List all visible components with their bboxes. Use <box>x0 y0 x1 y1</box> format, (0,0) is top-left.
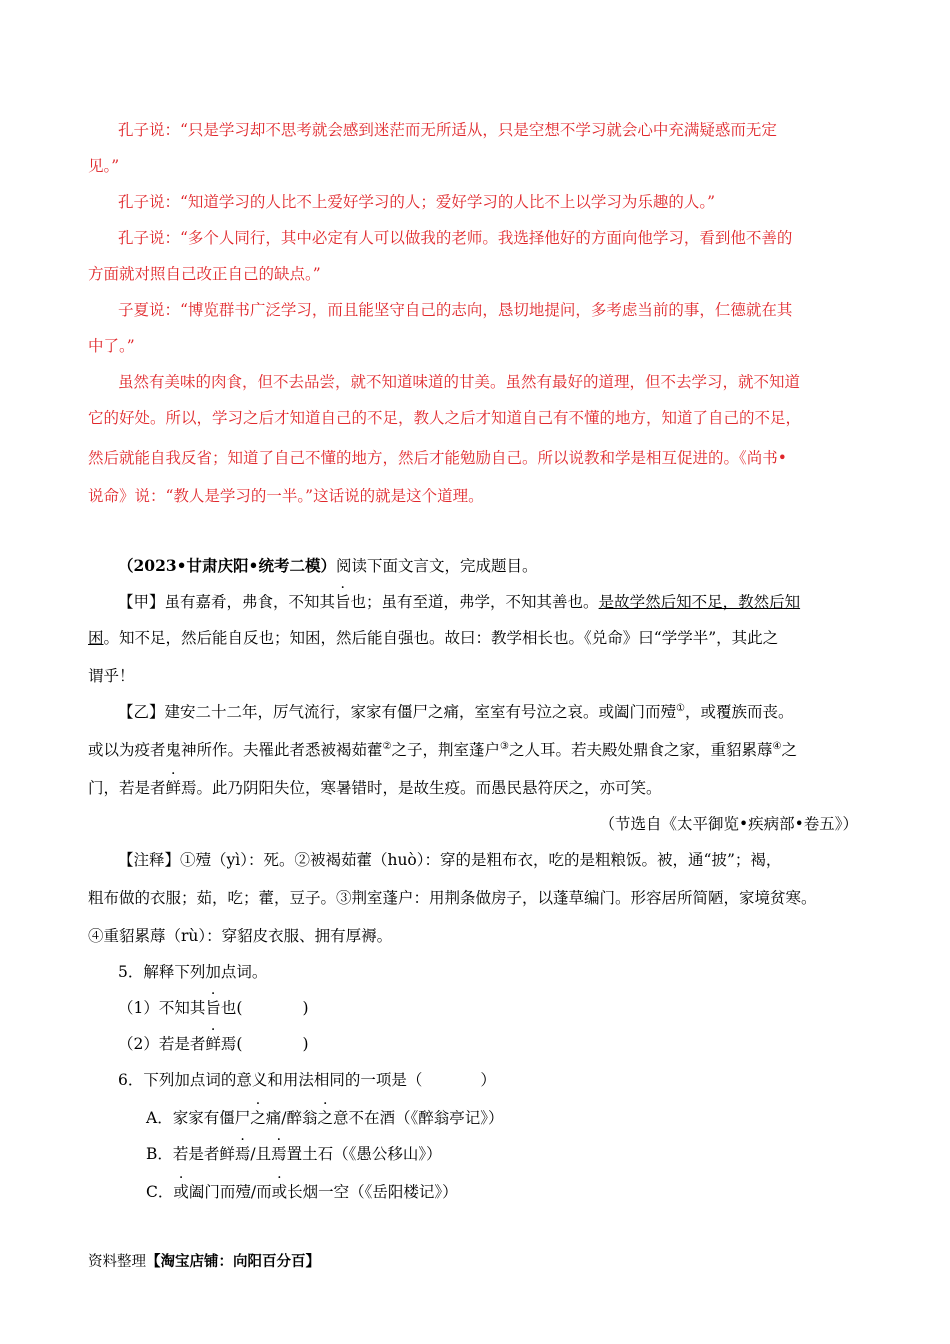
dotted-word: 之 <box>317 1109 333 1127</box>
item-text: 焉( <box>220 1035 243 1053</box>
passage-jia-line-1 <box>118 592 800 612</box>
dotted-word: 之 <box>250 1109 266 1127</box>
dotted-word: 旨 <box>205 999 221 1017</box>
item-text: ) <box>302 1035 309 1053</box>
question-header <box>118 556 537 576</box>
passage-text: 门，若是者 <box>88 779 166 797</box>
question-5-item-1 <box>118 998 309 1018</box>
translation-line-2: 见。” <box>88 157 120 175</box>
option-text: 意不在酒（《醉翁亭记》） <box>332 1109 504 1127</box>
translation-line-3: 孔子说：“知道学习的人比不上爱好学习的人；爱好学习的人比不上以学习为乐趣的人。” <box>118 193 716 211</box>
translation-line-10: 然后就能自我反省；知道了自己不懂的地方，然后才能勉励自己。所以说教和学是相互促进的。《尚书• <box>88 449 787 467</box>
question-5-title: 5．解释下列加点词。 <box>118 963 268 981</box>
option-a[interactable] <box>146 1108 503 1128</box>
item-text: ) <box>302 999 309 1017</box>
question-6-title <box>118 1070 496 1090</box>
footer-shop: 【淘宝店铺：向阳百分百】 <box>146 1253 320 1270</box>
translation-line-8: 虽然有美味的肉食，但不去品尝，就不知道味道的甘美。虽然有最好的道理，但不去学习，就不知道 <box>118 373 801 391</box>
option-text: C． <box>146 1183 174 1201</box>
translation-line-5: 方面就对照自己改正自己的缺点。” <box>88 265 321 283</box>
translation-line-4: 孔子说：“多个人同行，其中必定有人可以做我的老师。我选择他好的方面向他学习，看到他不善的 <box>118 229 793 247</box>
option-text: /且 <box>250 1145 272 1163</box>
notes-line-2: 粗布做的衣服；茹，吃；藿，豆子。③荆室蓬户：用荆条做房子，以蓬草编门。形容居所简陋，家境贫寒。 <box>88 889 817 907</box>
item-text: 也( <box>220 999 243 1017</box>
notes-line-3: ④重貂累蓐（rù）：穿貂皮衣服、拥有厚褥。 <box>88 927 393 945</box>
dotted-word: 鲜 <box>165 779 182 797</box>
option-text: 痛/醉翁 <box>265 1109 318 1127</box>
option-text: A．家家有僵尸 <box>146 1109 251 1127</box>
passage-yi-tag: 【乙】 <box>118 703 165 721</box>
dotted-word: 或 <box>271 1183 288 1201</box>
item-text: ） <box>480 1071 496 1089</box>
dotted-word: 焉 <box>234 1145 251 1163</box>
item-text: （2）若是者 <box>118 1035 206 1053</box>
footer <box>88 1252 320 1272</box>
passage-text: 也；虽有至道，弗学，不知其善也。 <box>350 593 599 611</box>
translation-line-6: 子夏说：“博览群书广泛学习，而且能坚守自己的志向，恳切地提问，多考虑当前的事，仁德就在其 <box>118 301 793 319</box>
question-intro: 阅读下面文言文，完成题目。 <box>335 557 538 575</box>
passage-text: 之人耳。若夫殿处鼎食之家，重貂累蓐 <box>508 741 773 759</box>
dotted-word: 鲜 <box>205 1035 221 1053</box>
translation-line-9: 它的好处。所以，学习之后才知道自己的不足，教人之后才知道自己有不懂的地方，知道了自己的不足， <box>88 409 802 427</box>
passage-text: ，或覆族而丧。 <box>685 703 794 721</box>
passage-text: 之 <box>781 741 797 759</box>
translation-line-1: 孔子说：“只是学习却不思考就会感到迷茫而无所适从，只是空想不学习就会心中充满疑惑而无定 <box>118 121 777 139</box>
passage-text: 或以为疫者鬼神所作。夫罹此者悉被褐茹藿 <box>88 741 383 759</box>
passage-text: 之子，荆室蓬户 <box>391 741 500 759</box>
option-text: 阖门而殪/而 <box>188 1183 272 1201</box>
passage-yi-line-3 <box>88 778 662 798</box>
passage-text: 建安二十二年，厉气流行，家家有僵尸之痛，室室有号泣之哀。或阖门而殪 <box>164 703 677 721</box>
dotted-word: 或 <box>173 1183 189 1201</box>
underlined-sentence: 是故学然后知不足，教然后知 <box>598 593 801 611</box>
passage-jia-line-2 <box>88 628 778 648</box>
translation-line-11: 说命》说：“教人是学习的一半。”这话说的就是这个道理。 <box>88 487 484 505</box>
option-text: 长烟一空（《岳阳楼记》） <box>287 1183 458 1201</box>
passage-source: （节选自《太平御览•疾病部•卷五》） <box>599 815 858 833</box>
option-c[interactable] <box>146 1182 458 1202</box>
option-text: 置土石（《愚公移山》） <box>286 1145 442 1163</box>
passage-text: 焉。此乃阴阳失位，寒暑错时，是故生疫。而愚民悬符厌之，亦可笑。 <box>181 779 662 797</box>
footnote-ref: ④ <box>772 740 782 752</box>
notes-line-1: 【注释】①殪（yì）：死。②被褐茹藿（huò）：穿的是粗布衣，吃的是粗粮饭。被，通“披”；褐， <box>118 851 782 869</box>
underlined-sentence-end: 困 <box>88 629 104 647</box>
passage-text: 。知不足，然后能自反也；知困，然后能自强也。故曰：教学相长也。《兑命》曰“学学半”，其此之 <box>103 629 779 647</box>
dotted-word: 旨 <box>335 593 351 611</box>
passage-text: 虽有嘉肴，弗食，不知其 <box>164 593 336 611</box>
option-b[interactable] <box>146 1144 442 1164</box>
footnote-ref: ③ <box>500 740 509 752</box>
footer-prefix: 资料整理 <box>88 1254 146 1270</box>
option-text: B．若是者鲜 <box>146 1145 235 1163</box>
item-text: （1）不知其 <box>118 999 206 1017</box>
exam-source-tag: （2023•甘肃庆阳•统考二模） <box>118 556 336 575</box>
passage-yi-line-2 <box>88 740 797 760</box>
question-5-item-2 <box>118 1034 309 1054</box>
footnote-ref: ① <box>676 702 685 714</box>
passage-jia-line-3: 谓乎！ <box>88 667 135 685</box>
dotted-word: 焉 <box>271 1145 287 1163</box>
passage-jia-tag: 【甲】 <box>118 593 165 611</box>
item-text: 6．下列加点词的意义和用法相同的一项是（ <box>118 1071 423 1089</box>
passage-yi-line-1 <box>118 702 794 722</box>
footnote-ref: ② <box>382 740 392 752</box>
translation-line-7: 中了。” <box>88 337 135 355</box>
